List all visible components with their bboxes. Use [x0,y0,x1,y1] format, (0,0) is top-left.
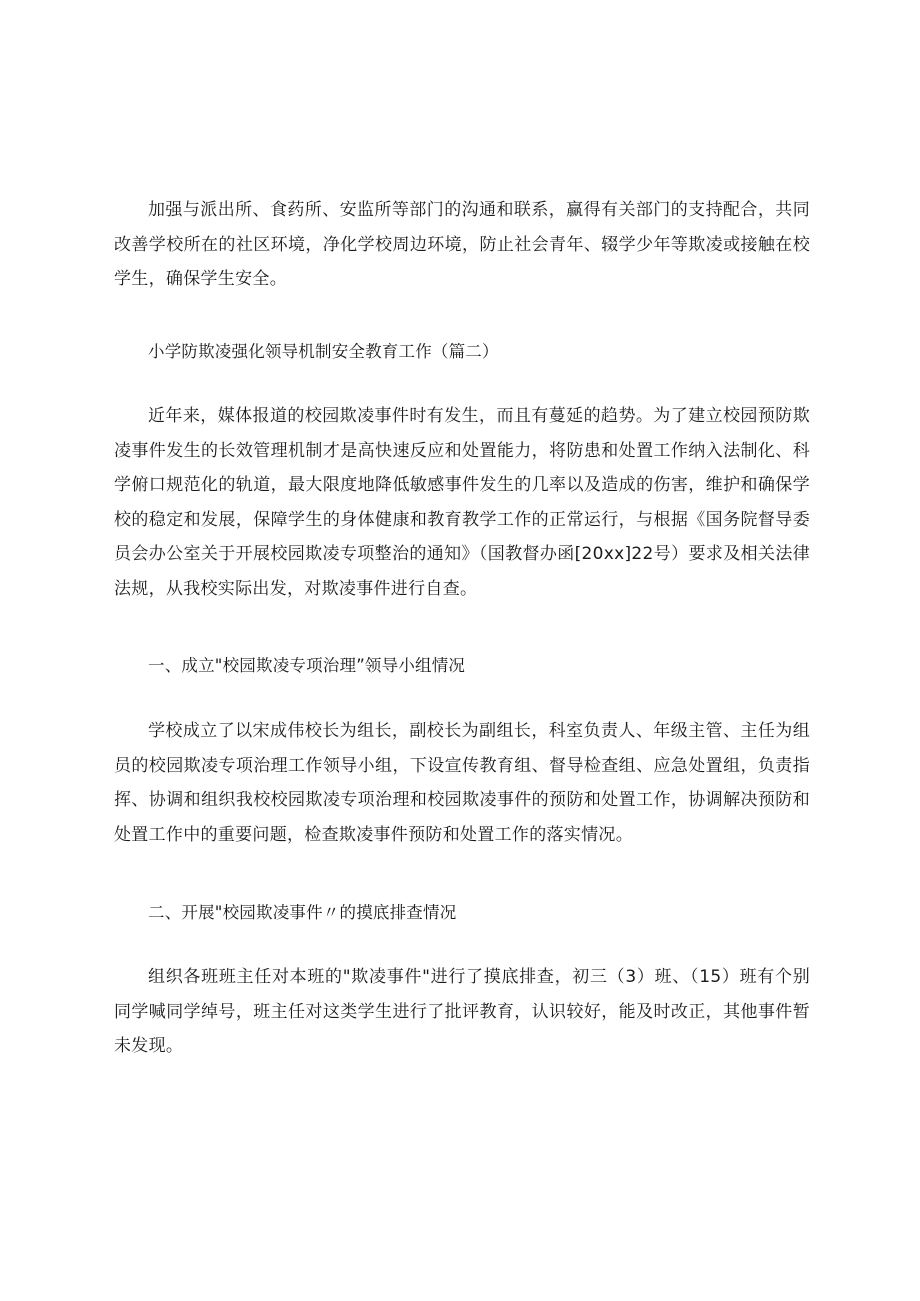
section-heading-leadership-group: 一、成立"校园欺凌专项治理”领导小组情况 [148,656,466,675]
document-title: 小学防欺凌强化领导机制安全教育工作（篇二） [148,342,499,361]
paragraph-community-cooperation: 加强与派出所、食药所、安监所等部门的沟通和联系，赢得有关部门的支持配合，共同改善学校所在的社区环境，净化学校周边环境，防止社会青年、辍学少年等欺凌或接触在校学生，确保学生安全。 [114,200,810,289]
paragraph-investigation: 组织各班班主任对本班的"欺凌事件"进行了摸底排查，初三（3）班、（15）班有个别同学喊同学绰号，班主任对这类学生进行了批评教育，认识较好，能及时改正，其他事件暂未发现。 [114,967,810,1056]
paragraph-introduction: 近年来，媒体报道的校园欺凌事件时有发生，而且有蔓延的趋势。为了建立校园预防欺凌事件发生的长效管理机制才是高快速反应和处置能力，将防患和处置工作纳入法制化、科学俯口规范化的轨道，最大限度地降低敏感事件发生的几率以及造成的伤害，维护和确保学校的稳定和发展，保障学生的身体健康和教育教学工作的正常运行，与根据《国务院督导委员会办公室关于开展校园欺凌专项整治的通知》（国教督办函[20xx]22号）要求及相关法律法规，从我校实际出发，对欺凌事件进行自查。 [114,406,810,599]
paragraph-leadership-group: 学校成立了以宋成伟校长为组长，副校长为副组长，科室负责人、年级主管、主任为组员的校园欺凌专项治理工作领导小组，下设宣传教育组、督导检查组、应急处置组，负责指挥、协调和组织我校校园欺凌专项治理和校园欺凌事件的预防和处置工作，协调解决预防和处置工作中的重要问题，检查欺凌事件预防和处置工作的落实情况。 [114,721,810,845]
section-heading-investigation: 二、开展"校园欺凌事件〃的摸底排查情况 [148,903,457,922]
